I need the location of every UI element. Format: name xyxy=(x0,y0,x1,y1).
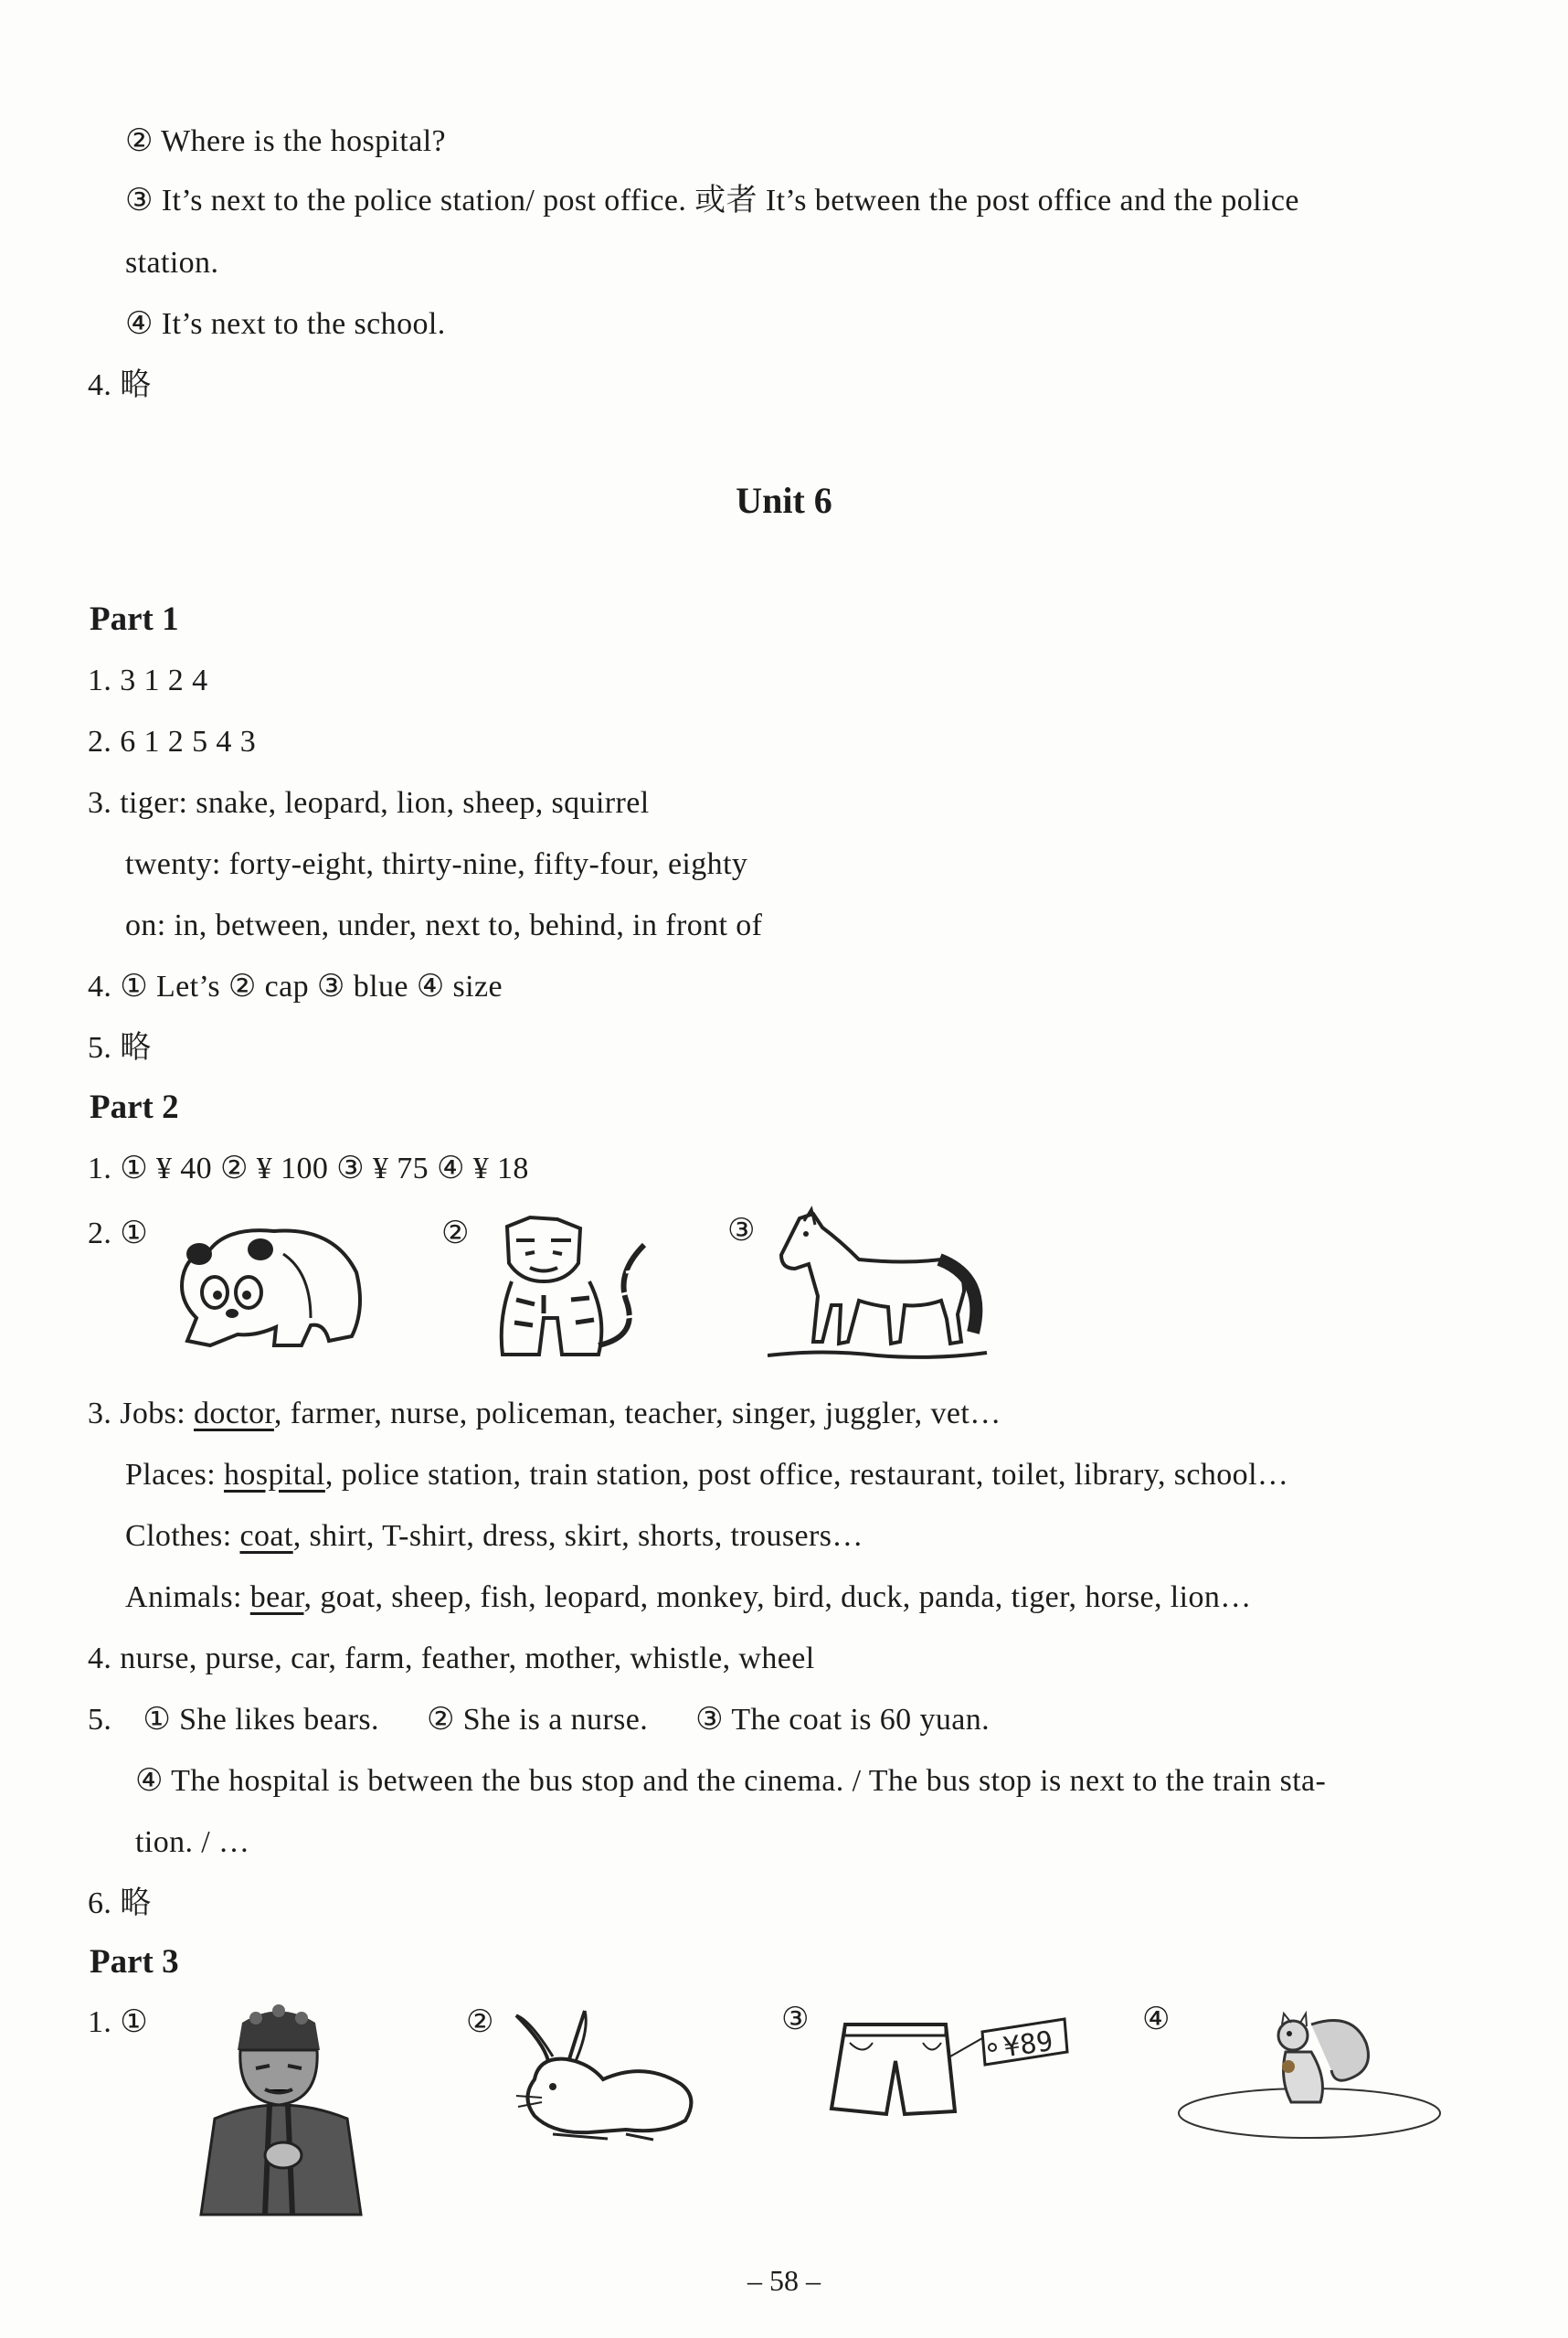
part-heading: Part 2 xyxy=(90,1089,179,1126)
page-number: – 58 – xyxy=(747,2264,821,2297)
answer-line: twenty: forty-eight, thirty-nine, fifty-four, eighty xyxy=(125,847,748,881)
shorts-price-illustration xyxy=(822,2006,1069,2125)
answer-line: Places: hospital, police station, train station, post office, restaurant, toilet, library, school… xyxy=(125,1458,1289,1492)
panda-illustration xyxy=(174,1208,370,1355)
question-label: ② xyxy=(441,1217,470,1250)
tiger-illustration xyxy=(489,1208,653,1364)
answer-line: 6. 略 xyxy=(88,1886,152,1920)
price-tag-text: ¥89 xyxy=(1001,2024,1055,2065)
answer-line: station. xyxy=(125,246,219,280)
answer-line: 4. ① Let’s ② cap ③ blue ④ size xyxy=(88,970,503,1004)
opera-performer-illustration xyxy=(178,2000,393,2219)
answer-line: on: in, between, under, next to, behind, in front of xyxy=(125,909,763,942)
answer-line: 1. 3 1 2 4 xyxy=(88,664,208,697)
part-heading: Part 3 xyxy=(90,1943,179,1981)
question-label: 1. ① xyxy=(88,2005,149,2039)
question-label: 2. ① xyxy=(88,1217,149,1250)
question-label: ④ xyxy=(1142,2003,1171,2036)
answer-line: 1. ① ¥ 40 ② ¥ 100 ③ ¥ 75 ④ ¥ 18 xyxy=(88,1152,529,1185)
answer-line: 4. nurse, purse, car, farm, feather, mother, whistle, wheel xyxy=(88,1642,815,1675)
answer-line: ④ The hospital is between the bus stop and the cinema. / The bus stop is next to the train sta- xyxy=(135,1764,1327,1798)
answer-line: 5. 略 xyxy=(88,1031,152,1065)
rabbit-illustration xyxy=(498,2006,704,2143)
question-label: ③ xyxy=(781,2003,810,2036)
answer-line: 3. Jobs: doctor, farmer, nurse, policeman, teacher, singer, juggler, vet… xyxy=(88,1397,1001,1430)
question-label: ③ xyxy=(727,1214,756,1248)
horse-illustration xyxy=(768,1205,991,1369)
answer-line: Clothes: coat, shirt, T-shirt, dress, skirt, shorts, trousers… xyxy=(125,1519,863,1553)
answer-line: ④ It’s next to the school. xyxy=(125,307,446,341)
answer-line: Animals: bear, goat, sheep, fish, leopard, monkey, bird, duck, panda, tiger, horse, lion… xyxy=(125,1580,1252,1614)
squirrel-illustration xyxy=(1174,2006,1448,2143)
question-label: ② xyxy=(466,2005,494,2039)
answer-line: ② Where is the hospital? xyxy=(125,124,447,158)
unit-title: Unit 6 xyxy=(736,480,832,521)
answer-line: ③ It’s next to the police station/ post office. 或者 It’s between the post office and the police xyxy=(125,184,1299,218)
part-heading: Part 1 xyxy=(90,600,179,638)
answer-line: 5. ① She likes bears. ② She is a nurse. ③ The coat is 60 yuan. xyxy=(88,1703,991,1737)
answer-line: 3. tiger: snake, leopard, lion, sheep, squirrel xyxy=(88,786,650,820)
answer-line: 2. 6 1 2 5 4 3 xyxy=(88,725,257,759)
answer-line: 4. 略 xyxy=(88,368,152,402)
answer-line: tion. / … xyxy=(135,1825,250,1859)
